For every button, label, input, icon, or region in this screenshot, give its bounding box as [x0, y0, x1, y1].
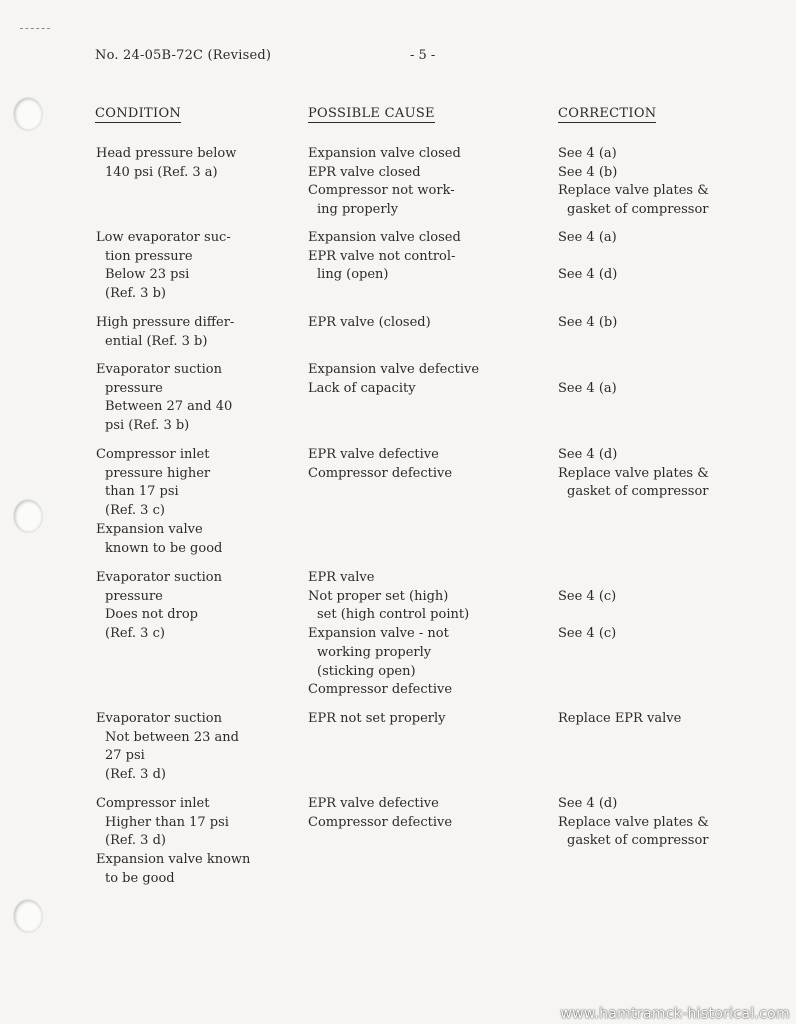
- cause-line: EPR valve: [308, 570, 375, 585]
- page-number: - 5 -: [410, 48, 436, 63]
- correction-line: [558, 248, 617, 267]
- cause-line: Expansion valve closed: [308, 146, 461, 161]
- correction-line: See 4 (a): [558, 146, 617, 161]
- condition-line: Between 27 and 40: [105, 399, 233, 415]
- cause-line: EPR valve defective: [308, 796, 439, 811]
- condition-line: 140 psi (Ref. 3 a): [105, 164, 218, 180]
- punch-hole: [14, 98, 42, 130]
- cause-line: working properly: [317, 644, 432, 660]
- condition-cell: [96, 314, 234, 351]
- scan-mark: [20, 28, 50, 31]
- correction-line: Replace EPR valve: [558, 711, 682, 726]
- correction-line: See 4 (a): [558, 230, 617, 245]
- condition-line: 27 psi: [105, 748, 145, 764]
- condition-line: Does not drop: [105, 607, 198, 623]
- condition-line: pressure higher: [105, 465, 211, 481]
- cause-line: EPR valve closed: [308, 164, 421, 180]
- condition-line: High pressure differ-: [96, 315, 235, 330]
- condition-cell: [96, 446, 222, 558]
- cause-line: EPR valve (closed): [308, 315, 431, 330]
- correction-cell: [558, 446, 709, 502]
- correction-cell: [558, 795, 709, 851]
- document-number: No. 24-05B-72C (Revised): [95, 48, 272, 63]
- cause-line: Expansion valve defective: [308, 362, 480, 377]
- condition-line: Evaporator suction: [96, 570, 223, 585]
- condition-line: Evaporator suction: [96, 362, 223, 377]
- cause-line: EPR not set properly: [308, 711, 446, 726]
- condition-line: to be good: [105, 870, 175, 886]
- correction-cell: [558, 361, 617, 398]
- condition-line: Expansion valve known: [96, 852, 251, 868]
- correction-line: See 4 (d): [558, 447, 618, 462]
- condition-cell: [96, 710, 239, 785]
- cause-line: Expansion valve closed: [308, 230, 461, 245]
- cause-line: Expansion valve - not: [308, 626, 449, 642]
- correction-cell: [558, 229, 617, 285]
- condition-line: tion pressure: [105, 248, 193, 264]
- condition-line: pressure: [105, 588, 163, 604]
- correction-line: [558, 361, 617, 380]
- condition-cell: [96, 145, 236, 182]
- punch-hole: [14, 500, 42, 532]
- condition-line: (Ref. 3 d): [105, 767, 166, 783]
- condition-line: psi (Ref. 3 b): [105, 418, 190, 434]
- condition-line: (Ref. 3 c): [105, 626, 165, 642]
- condition-line: Expansion valve: [96, 521, 203, 537]
- condition-cell: [96, 795, 250, 889]
- correction-line: gasket of compressor: [567, 202, 709, 218]
- correction-line: [558, 569, 616, 588]
- correction-line: See 4 (c): [558, 626, 617, 642]
- cause-cell: [308, 361, 479, 398]
- condition-line: (Ref. 3 b): [105, 286, 166, 302]
- cause-line: Compressor defective: [308, 814, 453, 830]
- correction-line: See 4 (c): [558, 588, 617, 604]
- cause-line: Compressor not work-: [308, 183, 455, 199]
- cause-line: (sticking open): [317, 663, 416, 679]
- condition-line: Head pressure below: [96, 146, 237, 161]
- condition-cell: [96, 361, 232, 436]
- correction-line: gasket of compressor: [567, 484, 709, 500]
- condition-cell: [96, 229, 231, 304]
- cause-cell: [308, 314, 431, 333]
- condition-line: Low evaporator suc-: [96, 230, 231, 245]
- watermark: www.hamtramck-historical.com: [560, 1006, 790, 1022]
- condition-cell: [96, 569, 222, 644]
- cause-cell: [308, 710, 446, 729]
- correction-line: [558, 606, 616, 625]
- cause-cell: [308, 229, 461, 285]
- cause-line: EPR valve not control-: [308, 248, 456, 264]
- condition-line: Evaporator suction: [96, 711, 223, 726]
- cause-cell: [308, 145, 461, 220]
- correction-line: gasket of compressor: [567, 833, 709, 849]
- cause-line: Lack of capacity: [308, 380, 416, 396]
- cause-line: Compressor defective: [308, 682, 453, 698]
- condition-line: Below 23 psi: [105, 267, 190, 283]
- cause-line: Compressor defective: [308, 465, 453, 481]
- cause-line: Not proper set (high): [308, 588, 449, 604]
- cause-cell: [308, 569, 469, 700]
- column-header-correction: CORRECTION: [558, 106, 657, 121]
- correction-cell: [558, 569, 616, 644]
- correction-cell: [558, 145, 709, 220]
- condition-line: known to be good: [105, 540, 223, 556]
- condition-line: Higher than 17 psi: [105, 814, 229, 830]
- condition-line: Compressor inlet: [96, 447, 210, 462]
- cause-line: EPR valve defective: [308, 447, 439, 462]
- condition-line: than 17 psi: [105, 484, 179, 500]
- correction-line: Replace valve plates &: [558, 183, 709, 199]
- cause-cell: [308, 795, 452, 832]
- condition-line: (Ref. 3 d): [105, 833, 166, 849]
- correction-line: See 4 (a): [558, 380, 617, 396]
- cause-line: set (high control point): [317, 607, 470, 623]
- correction-line: See 4 (d): [558, 796, 618, 811]
- column-header-cause: POSSIBLE CAUSE: [308, 106, 435, 121]
- condition-line: ential (Ref. 3 b): [105, 333, 208, 349]
- cause-cell: [308, 446, 452, 483]
- condition-line: Compressor inlet: [96, 796, 210, 811]
- correction-line: See 4 (b): [558, 164, 618, 180]
- punch-hole: [14, 900, 42, 932]
- correction-line: See 4 (b): [558, 315, 618, 330]
- correction-line: See 4 (d): [558, 267, 618, 283]
- column-header-condition: CONDITION: [95, 106, 182, 121]
- condition-line: pressure: [105, 380, 163, 396]
- condition-line: (Ref. 3 c): [105, 503, 165, 519]
- cause-line: ling (open): [317, 267, 389, 283]
- correction-cell: [558, 710, 681, 729]
- correction-line: Replace valve plates &: [558, 465, 709, 481]
- condition-line: Not between 23 and: [105, 729, 239, 745]
- correction-cell: [558, 314, 617, 333]
- correction-line: Replace valve plates &: [558, 814, 709, 830]
- cause-line: ing properly: [317, 202, 399, 218]
